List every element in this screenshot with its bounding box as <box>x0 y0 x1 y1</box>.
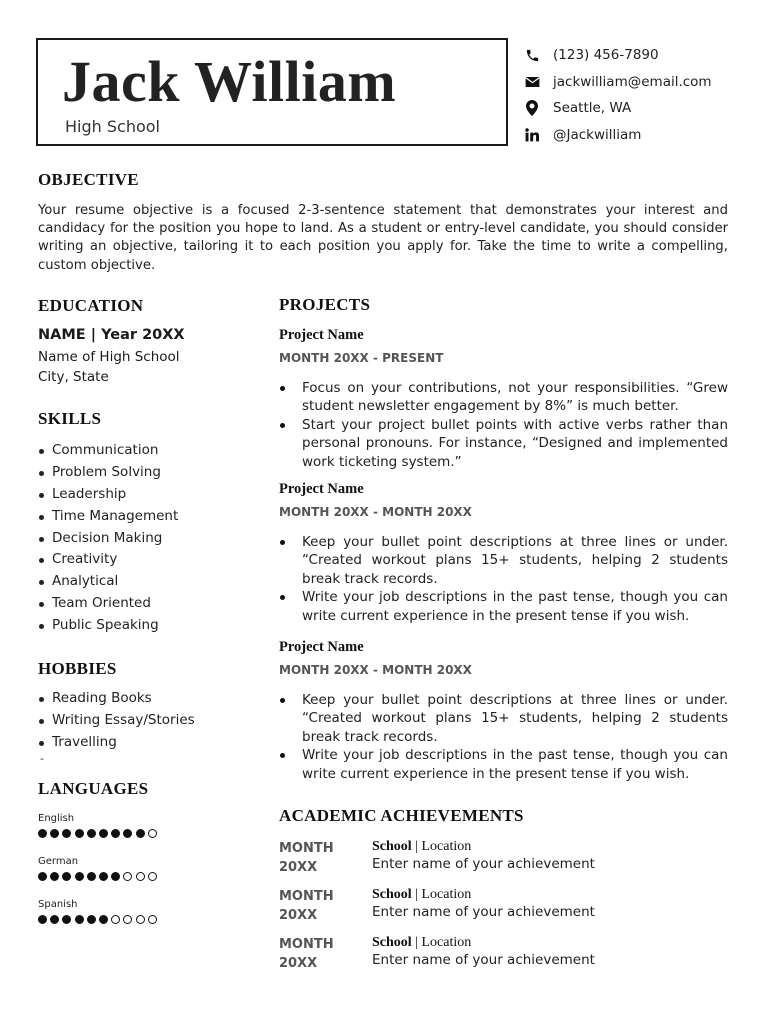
phone-icon <box>523 46 541 64</box>
proficiency-dot <box>50 872 59 881</box>
proficiency-dot <box>148 872 157 881</box>
proficiency-dot <box>123 872 132 881</box>
list-item: Reading Books <box>38 688 195 710</box>
proficiency-dot <box>75 829 84 838</box>
project-bullets <box>279 379 728 471</box>
achievement-year: 20XX <box>279 956 318 971</box>
location-text: Seattle, WA <box>553 100 632 117</box>
project-name: Project Name <box>279 327 364 343</box>
proficiency-dot <box>87 915 96 924</box>
phone-text: (123) 456-7890 <box>553 47 659 64</box>
list-item: Time Management <box>38 506 178 528</box>
proficiency-dot <box>111 829 120 838</box>
languages-heading: LANGUAGES <box>38 779 149 798</box>
objective-text: Your resume objective is a focused 2-3-sentence statement that demonstrates your interest and candidacy for the position you hope to land. As a student or entry-level candidate, you should consider writing an objective, tailoring it to each position you apply for. Take the time to write a compelling, custom objective. <box>38 203 728 273</box>
project-name: Project Name <box>279 481 364 497</box>
proficiency-dot <box>111 872 120 881</box>
language-name: Spanish <box>38 899 78 910</box>
name-box <box>36 38 508 146</box>
email-icon <box>523 73 541 91</box>
candidate-subtitle: High School <box>65 117 160 136</box>
projects-heading: PROJECTS <box>279 295 371 314</box>
achievement-month: MONTH <box>279 937 334 952</box>
project-date: MONTH 20XX - MONTH 20XX <box>279 663 472 677</box>
proficiency-dot <box>136 829 145 838</box>
list-item: Communication <box>38 440 178 462</box>
proficiency-dot <box>75 915 84 924</box>
project-bullets <box>279 691 728 783</box>
project-entry <box>279 481 728 625</box>
contact-linkedin <box>523 122 753 149</box>
list-item: Analytical <box>38 571 178 593</box>
achievement-school: School <box>372 887 412 902</box>
project-entry <box>279 327 728 471</box>
contact-email <box>523 69 753 96</box>
proficiency-dot <box>62 872 71 881</box>
proficiency-dot <box>62 829 71 838</box>
achievement-school: School <box>372 839 412 854</box>
language-name: German <box>38 856 79 867</box>
project-entry <box>279 639 728 783</box>
skills-heading: SKILLS <box>38 409 102 428</box>
project-date: MONTH 20XX - PRESENT <box>279 351 444 365</box>
proficiency-dot <box>148 829 157 838</box>
hobbies-trailing-dash: - <box>40 752 44 765</box>
list-item: Public Speaking <box>38 615 178 637</box>
achievement-location: Location <box>421 935 472 950</box>
list-item: Write your job descriptions in the past tense, though you can write current experience in the present tense if you wish. <box>279 588 728 625</box>
contact-phone <box>523 42 753 69</box>
proficiency-dot <box>123 915 132 924</box>
proficiency-dot <box>50 915 59 924</box>
education-section <box>38 327 258 387</box>
list-item: Writing Essay/Stories <box>38 710 195 732</box>
education-location: City, State <box>38 369 109 385</box>
proficiency-dot <box>99 829 108 838</box>
proficiency-dot <box>38 915 47 924</box>
candidate-name: Jack William <box>62 49 397 114</box>
linkedin-icon <box>523 126 541 144</box>
achievement-school-location <box>372 935 471 951</box>
proficiency-dot <box>123 829 132 838</box>
achievement-location: Location <box>421 839 472 854</box>
linkedin-text: @Jackwilliam <box>553 126 642 143</box>
achievements-heading: ACADEMIC ACHIEVEMENTS <box>279 806 524 825</box>
list-item: Keep your bullet point descriptions at three lines or under. “Created workout plans 15+ students, helping 2 students break track records. <box>279 533 728 588</box>
language-name: English <box>38 813 75 824</box>
contact-info <box>523 42 753 148</box>
achievement-separator: | <box>411 935 422 950</box>
achievement-school-location <box>372 839 471 855</box>
proficiency-dot <box>87 829 96 838</box>
achievement-separator: | <box>411 839 422 854</box>
proficiency-dot <box>62 915 71 924</box>
achievement-month: MONTH <box>279 889 334 904</box>
proficiency-dot <box>99 915 108 924</box>
proficiency-dot <box>50 829 59 838</box>
achievement-year: 20XX <box>279 860 318 875</box>
proficiency-dot <box>75 872 84 881</box>
achievement-month: MONTH <box>279 841 334 856</box>
achievement-date <box>279 887 359 925</box>
achievement-date <box>279 839 359 877</box>
language-english <box>38 813 160 838</box>
proficiency-dot <box>148 915 157 924</box>
proficiency-dot <box>99 872 108 881</box>
hobbies-heading: HOBBIES <box>38 659 117 678</box>
achievement-description: Enter name of your achievement <box>372 856 595 872</box>
achievement-school: School <box>372 935 412 950</box>
proficiency-dot <box>87 872 96 881</box>
proficiency-dot <box>111 915 120 924</box>
achievement-date <box>279 935 359 973</box>
contact-location <box>523 95 753 122</box>
achievement-separator: | <box>411 887 422 902</box>
list-item: Decision Making <box>38 528 178 550</box>
list-item: Creativity <box>38 549 178 571</box>
education-degree: NAME | Year 20XX <box>38 327 185 343</box>
language-meter <box>38 872 160 881</box>
proficiency-dot <box>136 872 145 881</box>
proficiency-dot <box>136 915 145 924</box>
proficiency-dot <box>38 829 47 838</box>
list-item: Travelling <box>38 732 195 754</box>
location-icon <box>523 99 541 117</box>
project-date: MONTH 20XX - MONTH 20XX <box>279 505 472 519</box>
education-school: Name of High School <box>38 349 180 365</box>
list-item: Problem Solving <box>38 462 178 484</box>
achievement-year: 20XX <box>279 908 318 923</box>
achievement-school-location <box>372 887 471 903</box>
education-heading: EDUCATION <box>38 296 144 315</box>
language-spanish <box>38 899 160 924</box>
list-item: Team Oriented <box>38 593 178 615</box>
achievement-location: Location <box>421 887 472 902</box>
language-meter <box>38 829 160 838</box>
proficiency-dot <box>38 872 47 881</box>
hobbies-list <box>38 688 195 754</box>
language-meter <box>38 915 160 924</box>
list-item: Leadership <box>38 484 178 506</box>
skills-list <box>38 440 178 637</box>
project-name: Project Name <box>279 639 364 655</box>
list-item: Keep your bullet point descriptions at three lines or under. “Created workout plans 15+ students, helping 2 students break track records. <box>279 691 728 746</box>
achievement-description: Enter name of your achievement <box>372 952 595 968</box>
project-bullets <box>279 533 728 625</box>
list-item: Start your project bullet points with active verbs rather than personal pronouns. For instance, “Designed and implemented work ticketing system.” <box>279 416 728 471</box>
language-german <box>38 856 160 881</box>
list-item: Write your job descriptions in the past tense, though you can write current experience in the present tense if you wish. <box>279 746 728 783</box>
list-item: Focus on your contributions, not your responsibilities. “Grew student newsletter engagement by 8%” is much better. <box>279 379 728 416</box>
achievement-description: Enter name of your achievement <box>372 904 595 920</box>
objective-heading: OBJECTIVE <box>38 170 139 189</box>
email-text: jackwilliam@email.com <box>553 73 712 90</box>
